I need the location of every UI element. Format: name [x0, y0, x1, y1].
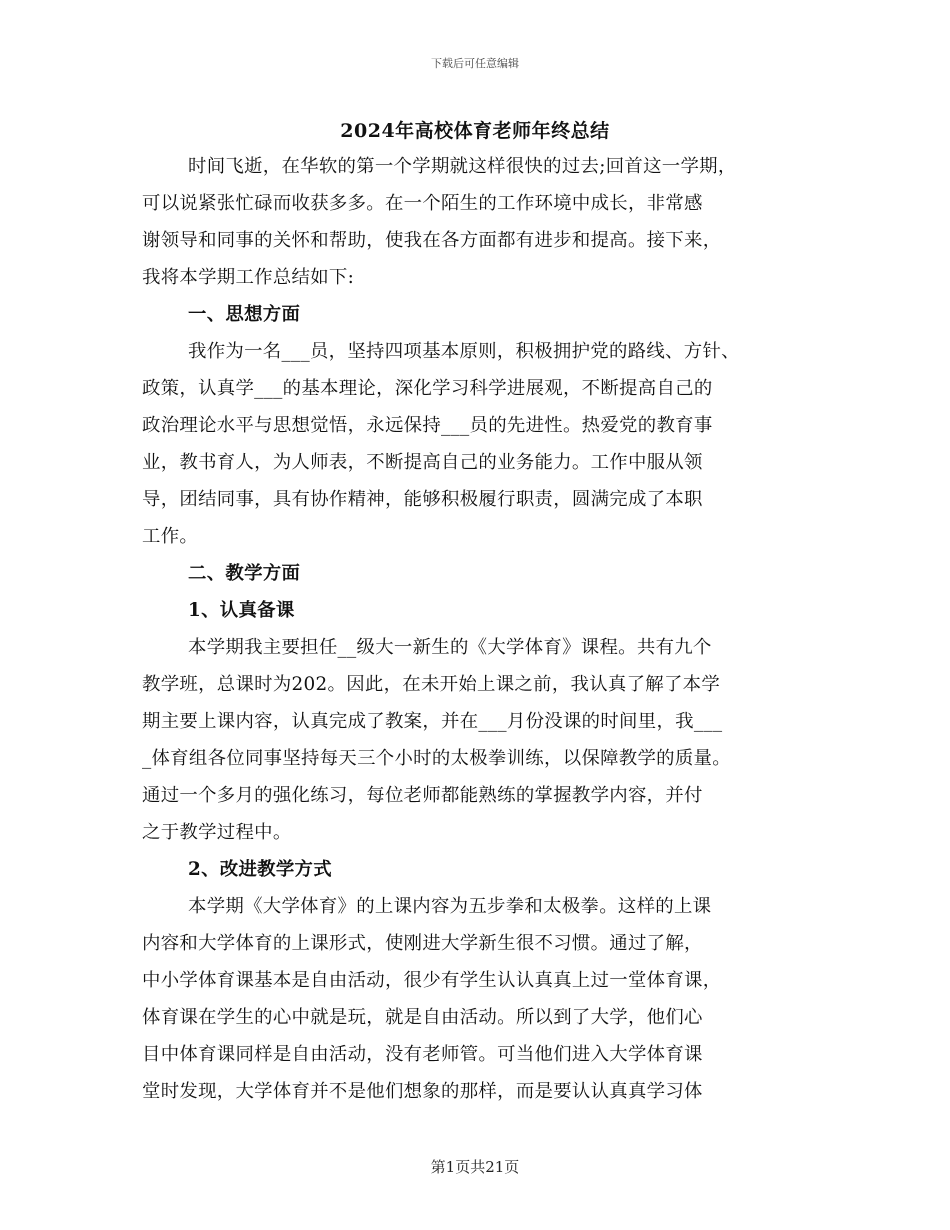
paragraph-line: 内容和大学体育的上课形式，使刚进大学新生很不习惯。通过了解， [142, 933, 703, 954]
paragraph-line: 通过一个多月的强化练习，每位老师都能熟练的掌握教学内容，并付 [142, 785, 703, 806]
paragraph-line: 本学期《大学体育》的上课内容为五步拳和太极拳。这样的上课 [188, 896, 712, 917]
paragraph-line: 政治理论水平与思想觉悟，永远保持___员的先进性。热爱党的教育事 [142, 415, 713, 436]
paragraph-line: 期主要上课内容，认真完成了教案，并在___月份没课的时间里，我___ [142, 711, 723, 732]
paragraph-line: 导，团结同事，具有协作精神，能够积极履行职责，圆满完成了本职 [142, 489, 703, 510]
paragraph-line: 工作。 [142, 526, 199, 547]
page-indicator: 第1页共21页 [430, 1158, 520, 1176]
paragraph-line: 可以说紧张忙碌而收获多多。在一个陌生的工作环境中成长，非常感 [142, 193, 703, 214]
paragraph-line: 之于教学过程中。 [142, 822, 292, 843]
paragraph-line: 谢领导和同事的关怀和帮助，使我在各方面都有进步和提高。接下来， [142, 230, 722, 251]
header-note: 下载后可任意编辑 [431, 57, 519, 70]
document-body [142, 148, 822, 1110]
paragraph-line: _体育组各位同事坚持每天三个小时的太极拳训练，以保障教学的质量。 [142, 748, 731, 769]
document-title: 2024年高校体育老师年终总结 [340, 120, 610, 142]
paragraph-line: 体育课在学生的心中就是玩，就是自由活动。所以到了大学，他们心 [142, 1007, 703, 1028]
paragraph-line: 本学期我主要担任__级大一新生的《大学体育》课程。共有九个 [188, 637, 712, 658]
paragraph-line: 教学班，总课时为202。因此，在未开始上课之前，我认真了解了本学 [142, 674, 721, 695]
paragraph-line: 我作为一名___员，坚持四项基本原则，积极拥护党的路线、方针、 [188, 341, 740, 362]
paragraph-line: 业，教书育人，为人师表，不断提高自己的业务能力。工作中服从领 [142, 452, 703, 473]
subsection-heading: 2、改进教学方式 [188, 859, 332, 880]
paragraph-line: 堂时发现，大学体育并不是他们想象的那样，而是要认认真真学习体 [142, 1081, 703, 1102]
paragraph-line: 我将本学期工作总结如下: [142, 267, 355, 288]
paragraph-line: 时间飞逝，在华软的第一个学期就这样很快的过去;回首这一学期， [188, 156, 737, 177]
paragraph-line: 中小学体育课基本是自由活动，很少有学生认认真真上过一堂体育课， [142, 970, 722, 991]
subsection-heading: 1、认真备课 [188, 600, 295, 621]
section-heading: 二、教学方面 [188, 563, 301, 584]
paragraph-line: 政策，认真学___的基本理论，深化学习科学进展观，不断提高自己的 [142, 378, 713, 399]
section-heading: 一、思想方面 [188, 304, 301, 325]
paragraph-line: 目中体育课同样是自由活动，没有老师管。可当他们进入大学体育课 [142, 1044, 703, 1065]
